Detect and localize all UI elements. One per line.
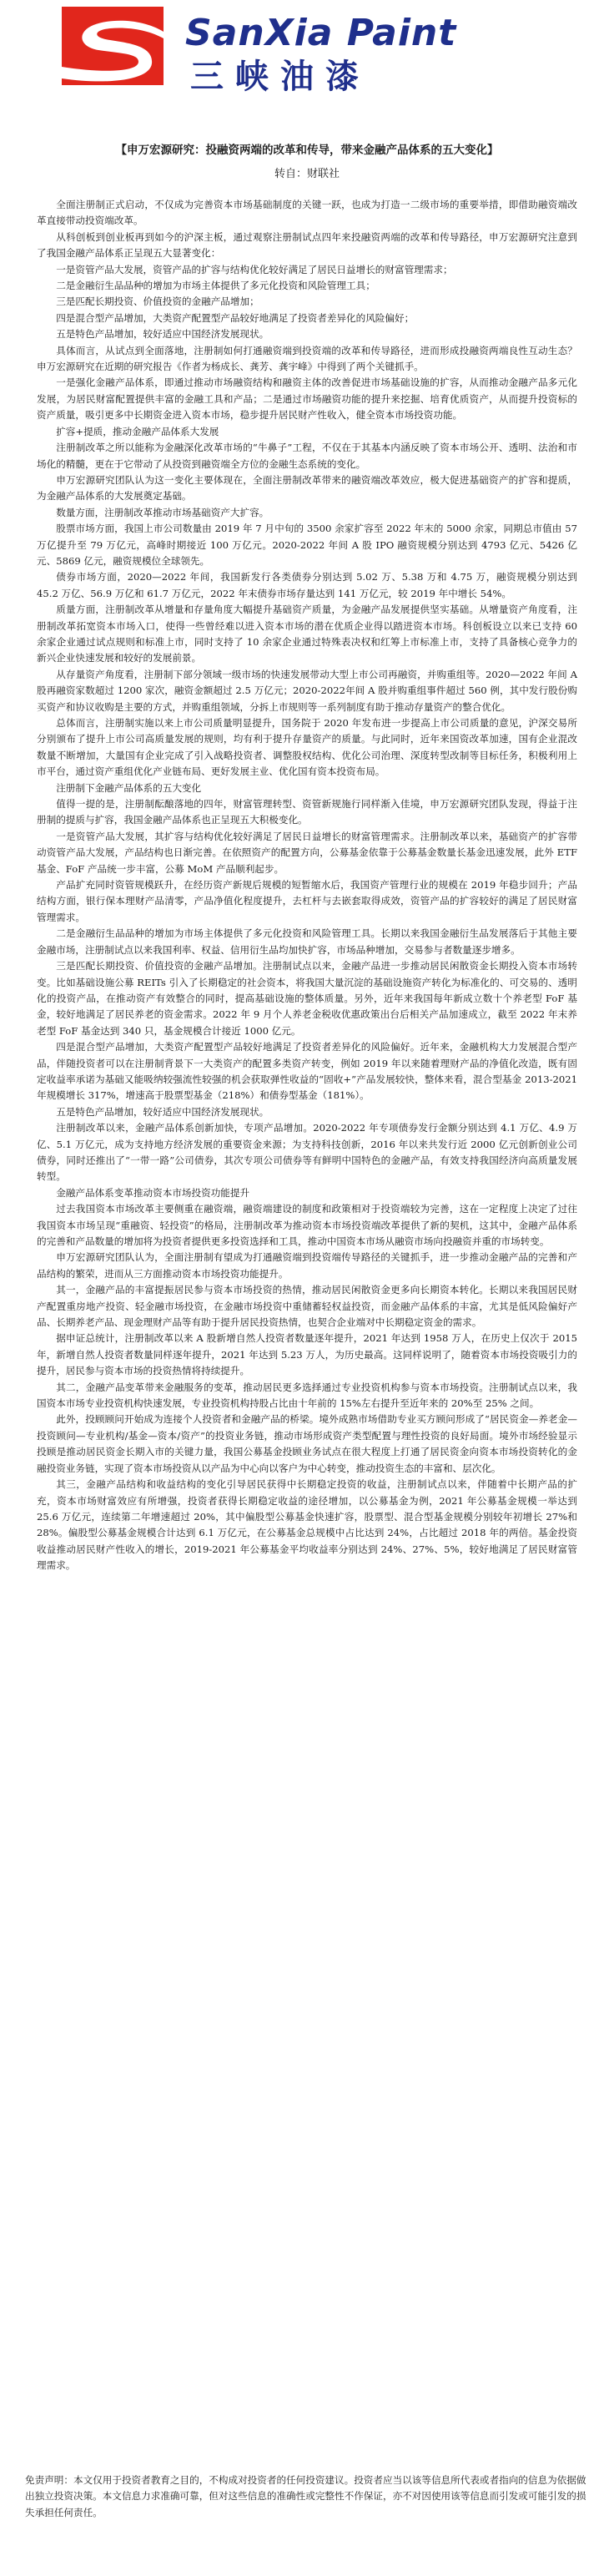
paragraph: 据申证总统计，注册制改革以来 A 股新增自然人投资者数量逐年提升，2021 年达到 1958 万人，在历史上仅次于 2015 年，新增自然人投资者数量同样逐年提升，2021 年达到 5.23 万人，为历史最高。这同样说明了，随着资本市场投资吸引力的提升，居民参与资本市场的投资热情将持续提升。	[37, 1332, 577, 1377]
paragraph: 二是金融衍生品品种的增加为市场主体提供了多元化投资和风险管理工具；	[56, 280, 375, 292]
paragraph: 股票市场方面，我国上市公司数量由 2019 年 7 月中旬的 3500 余家扩容至 2022 年末的 5000 余家，同期总市值由 57 万亿提升至 79 万亿元，高峰时期接近 100 万亿元。2020-2022 年间 A 股 IPO 融资规模分别达到 4793 亿元、5426 亿元、5869 亿元，融资规模位全球领先。	[37, 523, 577, 567]
paragraph: 过去我国资本市场改革主要侧重在融资端，融资端建设的制度和政策相对于投资端较为完善，这在一定程度上决定了过往我国资本市场呈现“重融资、轻投资”的格局，注册制改革为推动资本市场投资端改革提供了新的契机，这其中，金融产品体系的完善和产品数量的增加将为投资者提供更多投资选择和工具，推动中国资本市场从融资市场向投融资并重的市场转变。	[37, 1203, 577, 1247]
paragraph: 申万宏源研究团队认为这一变化主要体现在，全面注册制改革带来的融资端改革效应，极大促进基础资产的扩容和提质，为金融产品体系的大发展奠定基础。	[37, 473, 577, 503]
logo-header	[0, 0, 614, 97]
paragraph: 四是混合型产品增加，大类资产配置型产品较好地满足了投资者差异化的风险偏好。近年来，金融机构大力发展混合型产品，伴随投资者可以在注册制背景下一大类资产的配置多类资产转变，例如 2019 年以来随着理财产品的净值化改造，既有固定收益率承诺为基础又能吸纳较强流性较强的机会获取弹性收益的“固收+”产品发展较快，整体来看，混合型基金 2013-2021 年规模增长 317%，增速高于股票型基金（218%）和债券型基金（181%）。	[37, 1041, 577, 1102]
paragraph: 数量方面，注册制改革推动市场基础资产大扩容。	[56, 506, 269, 518]
paragraph: 一是资管产品大发展，其扩容与结构优化较好满足了居民日益增长的财富管理需求。注册制改革以来，基础资产的扩容带动资管产品大发展，产品结构也日渐完善。在依照资产的配置方向，公募基金依靠于公募基金数量长基金迅速发展，此外 ETF 基金、FoF 产品统一步丰富，公募 MoM 产品顺利起步。	[37, 830, 577, 875]
paragraph: 五是特色产品增加，较好适应中国经济发展现状。	[56, 328, 269, 341]
article-source: 转自：财联社	[274, 168, 340, 180]
paragraph: 注册制改革以来，金融产品体系创新加快，专项产品增加。2020-2022 年专项债券发行金额分别达到 4.1 万亿、4.9 万亿、5.1 万亿元，成为支持地方经济发展的重要资金来源；为支持科技创新，2016 年以来共发行近 2000 亿元创新创业公司债券，同时还推出了“一带一路”公司债券，其次专项公司债券等有鲜明中国特色的金融产品，有效支持我国经济向高质量发展转型。	[37, 1122, 577, 1183]
paragraph: 申万宏源研究团队认为，全面注册制有望成为打通融资端到投资端传导路径的关键抓手，进一步推动金融产品的完善和产品结构的繁荣，进而从三方面推动资本市场投资功能提升。	[37, 1251, 577, 1280]
article-body	[37, 197, 577, 1574]
paragraph: 具体而言，从试点到全面落地，注册制如何打通融资端到投资端的改革和传导路径，进而形成投融资两端良性互动生态？申万宏源研究在近期的研究报告《作者为杨成长、龚芳、龚宇峰》中得到了两个关键抓手。	[37, 344, 577, 373]
paragraph: 此外，投顾顾问开始成为连接个人投资者和金融产品的桥梁。境外成熟市场借助专业买方顾问形成了“居民资金—养老金—投资顾问—专业机构/基金—资本/资产”的投资业务链，推动市场形成资产类型配置与理性投资的良好局面。境外市场经验显示投顾是推动居民资金长期入市的关键力量，我国公募基金投顾业务试点在很大程度上打通了居民资金向资本市场投资转化的金融投资业务链，实现了资本市场投资从以产品为中心向以客户为中心转变，推动投资生态的丰富和、层次化。	[37, 1413, 577, 1474]
paragraph: 一是强化金融产品体系，即通过推动市场融资结构和融资主体的改善促进市场基础设施的扩容，从而推动金融产品多元化发展，为居民财富配置提供丰富的金融工具和产品；二是通过市场融资功能的提升来挖掘、培育优质资产，从而提升投资标的资产质量，吸引更多中长期资金进入资本市场，稳步提升居民财产性收入，健全资本市场投资功能。	[37, 376, 577, 422]
paragraph: 其一，金融产品的丰富提振居民参与资本市场投资的热情，推动居民闲散资金更多向长期资本转化。长期以来我国居民财产配置重房地产投资、轻金融市场投资，在金融市场投资中重储蓄轻权益投资，而金融产品体系的丰富，尤其是低风险偏好产品、长期养老产品、现金理财产品等有助于提升居民投资热情，也契合企业端对中长期稳定资金的需求。	[37, 1284, 577, 1329]
paragraph: 总体而言，注册制实施以来上市公司质量明显提升，国务院于 2020 年发布进一步提高上市公司质量的意见，沪深交易所分别颁布了提升上市公司高质量发展的规则，均有利于提升存量资产的质量。与此同时，近年来国资改革加速，国有企业混改数量不断增加，大量国有企业完成了引入战略投资者、调整股权结构、优化公司治理、深度转型改制等目标任务，积极利用上市平台，通过资产重组优化产业链布局、更好发展主业、优化国有资本投资布局。	[37, 717, 577, 778]
paragraph: 一是资管产品大发展，资管产品的扩容与结构优化较好满足了居民日益增长的财富管理需求；	[56, 263, 453, 275]
disclaimer: 免责声明：本文仅用于投资者教育之目的，不构成对投资者的任何投资建议。投资者应当以该等信息所代表或者指向的信息为依据做出独立投资决策。本文信息力求准确可靠，但对这些信息的准确性或完整性不作保证，亦不对因使用该等信息而引发或可能引发的损失承担任何责任。	[25, 2474, 586, 2518]
paragraph: 注册制下金融产品体系的五大变化	[56, 781, 202, 794]
paragraph: 其二，金融产品变革带来金融服务的变革，推动居民更多选择通过专业投资机构参与资本市场投资。注册制试点以来，我国资本市场专业投资机构快速发展，专业投资机构持股占比由十年前的 15%左右提升至近年来的 20%至 25% 之间。	[37, 1381, 577, 1410]
paragraph: 金融产品体系变革推动资本市场投资功能提升	[56, 1186, 250, 1199]
paragraph: 质量方面，注册制改革从增量和存量角度大幅提升基础资产质量，为金融产品发展提供坚实基础。从增量资产角度看，注册制改革拓宽资本市场入口，使得一些曾经难以进入资本市场的潜在优质企业得以踏进资本市场。科创板设立以来已支持 60 余家企业通过试点规则和标准上市，同时支持了 10 余家企业通过特殊表决权和红筹上市标准上市，支持了具备核心竞争力的新兴企业快速发展和较好的发展前景。	[37, 604, 577, 664]
paragraph: 四是混合型产品增加，大类资产配置型产品较好地满足了投资者差异化的风险偏好；	[56, 311, 415, 324]
paragraph: 五是特色产品增加，较好适应中国经济发展现状。	[56, 1105, 269, 1118]
paragraph: 债券市场方面，2020—2022 年间，我国新发行各类债券分别达到 5.02 万、5.38 万和 4.75 万，融资规模分别达到 45.2 万亿、56.9 万亿和 61.7 万亿元，2022 年末债券市场存量达到 141 万亿元，较 2019 年中增长 54%。	[37, 571, 577, 599]
logo-text-en: SanXia Paint	[185, 12, 457, 54]
paragraph: 从存量资产角度看，注册制下部分领域一级市场的快速发展带动大型上市公司再融资，并购重组等。2020—2022 年间 A 股再融资家数超过 1200 家次，融资金额超过 2.5 万亿元；2020-2022年间 A 股并购重组事件超过 560 例，其中发行股份购买资产和协议收购是主要的方式，并购重组领域，分拆上市规则等一系列制度有助于推动存量资产的整合优化。	[37, 668, 577, 713]
paragraph: 全面注册制正式启动，不仅成为完善资本市场基础制度的关键一跃，也成为打造一二级市场的重要举措，即借助融资端改革直接带动投资端改革。	[37, 199, 577, 227]
paragraph: 三是匹配长期投资、价值投资的金融产品增加；	[56, 295, 259, 308]
sanxia-logo-icon	[62, 7, 164, 85]
paragraph: 扩容+提质，推动金融产品体系大发展	[56, 425, 219, 437]
paragraph: 值得一提的是，注册制酝酿落地的四年，财富管理转型、资管新规施行同样渐入佳境，申万宏源研究团队发现，得益于注册制的提质与扩容，我国金融产品体系也正呈现五大积极变化。	[37, 798, 577, 826]
paragraph: 二是金融衍生品品种的增加为市场主体提供了多元化投资和风险管理工具。长期以来我国金融衍生品发展落后于其他主要金融市场，注册制试点以来我国利率、权益、信用衍生品均加快扩容，市场品种增加，交易参与者数量逐步增多。	[37, 927, 577, 956]
paragraph: 其三，金融产品结构和收益结构的变化引导居民获得中长期稳定投资的收益，注册制试点以来，伴随着中长期产品的扩充，资本市场财富效应有所增强，投资者获得长期稳定收益的途径增加，以公募基金为例，2021 年公募基金规模一举达到 25.6 万亿元，连续第二年增速超过 20%，其中偏股型公募基金快速扩容，股票型、混合型基金规模分别较年初增长 27%和 28%。偏股型公募基金规模合计达到 6.1 万亿元，在公募基金总规模中占比达到 24%，占比超过 2018 年的两倍。基金投资收益推动居民财产性收入的增长，2019-2021 年公募基金平均收益率分别达到 24%、27%、5%，较好地满足了居民财富管理需求。	[37, 1478, 577, 1572]
article-title: 【申万宏源研究：投融资两端的改革和传导，带来金融产品体系的五大变化】	[115, 144, 499, 157]
paragraph: 从科创板到创业板再到如今的沪深主板，通过观察注册制试点四年来投融资两端的改革和传导路径，申万宏源研究注意到了我国金融产品体系正呈现五大显著变化：	[37, 230, 577, 260]
paragraph: 注册制改革之所以能称为金融深化改革市场的“牛鼻子”工程，不仅在于其基本内涵反映了资本市场公开、透明、法治和市场化的精髓，更在于它带动了从投资到融资端全方位的金融生态系统的变化。	[37, 442, 577, 470]
paragraph: 三是匹配长期投资、价值投资的金融产品增加。注册制试点以来，金融产品进一步推动居民闲散资金长期投入资本市场转变。比如基础设施公募 REITs 引入了长期稳定的社会资本，将我国大量沉淀的基础设施资产转化为标准化的、可交易的、透明化的投资产品，在推动资产有效整合的同时，提高基础设施的整体质量。另外，近年来我国每年新成立数十个养老型 FoF 基金，较好地满足了居民养老的资金需求。2022 年 9 月个人养老金税收优惠政策出台后相关产品加速成立，截至 2022 年末养老型 FoF 基金达到 340 只，基金规模合计接近 1000 亿元。	[37, 960, 577, 1037]
logo-text-cn: 三峡油漆	[190, 58, 370, 96]
paragraph: 产品扩充同时资管规模跃升，在经历资产新规后规模的短暂缩水后，我国资产管理行业的规模在 2019 年稳步回升；产品结构方面，银行保本理财产品清零，产品净值化程度提升，去杠杆与去嵌套取得成效，资管产品的扩容较好的满足了居民财富管理需求。	[37, 879, 577, 923]
